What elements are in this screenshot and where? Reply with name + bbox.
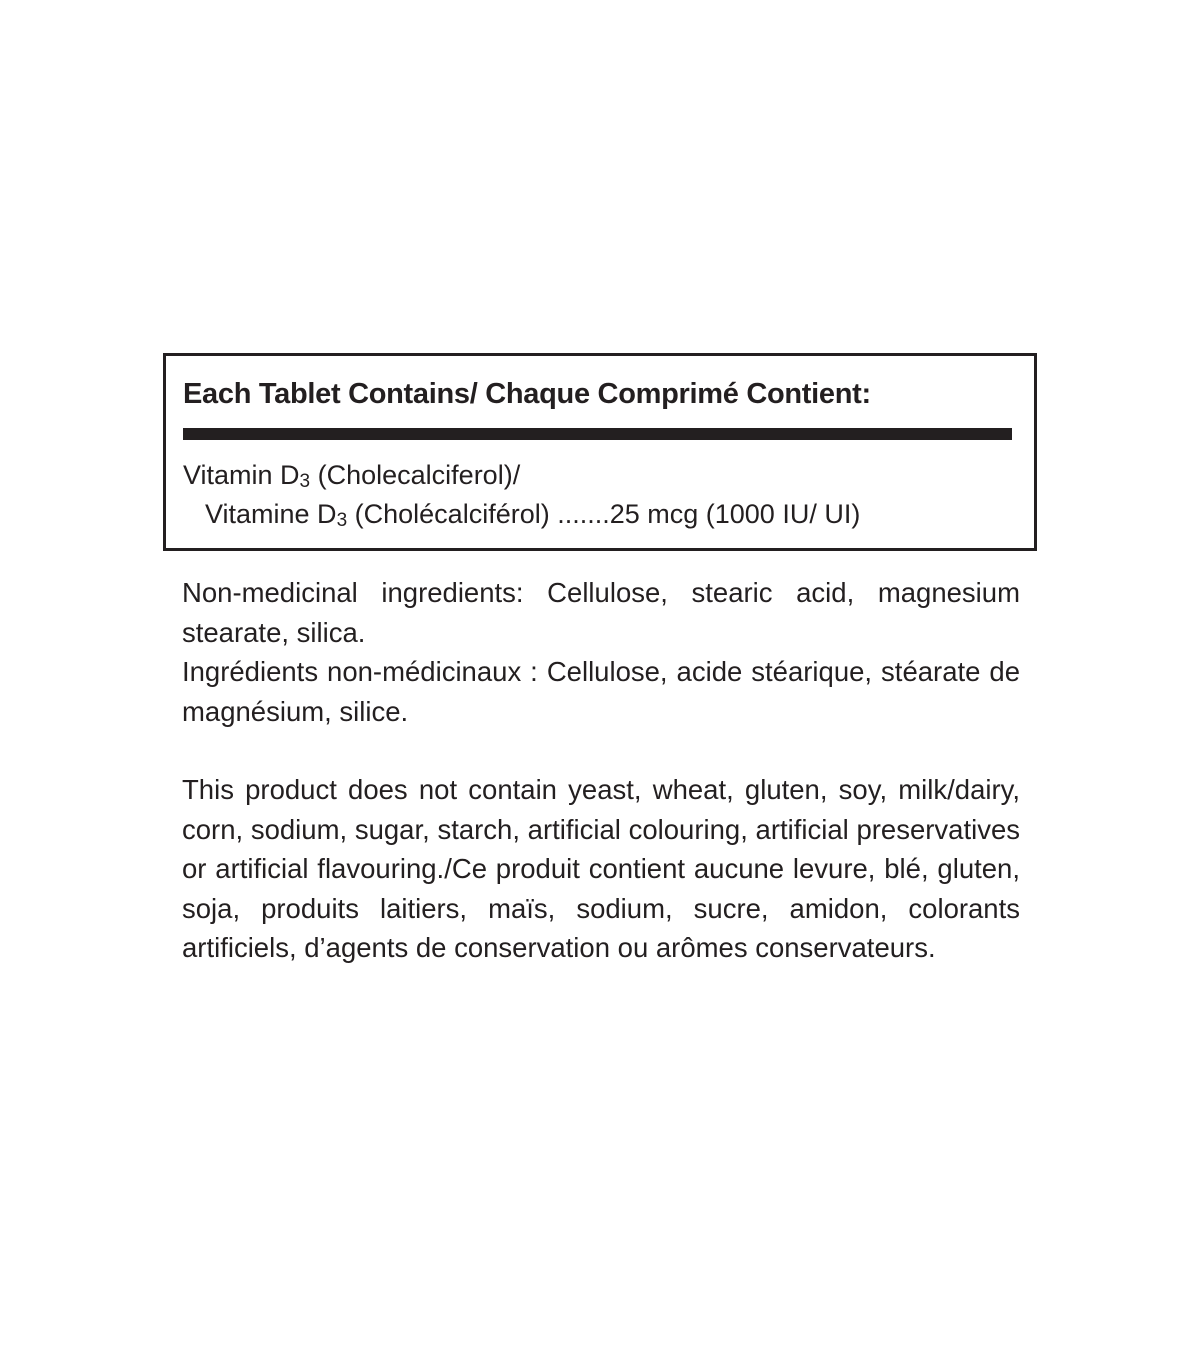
ingredient-name-suffix: (Cholecalciferol)/ <box>310 460 521 490</box>
ingredient-subscript: 3 <box>299 471 311 492</box>
non-medicinal-english: Non-medicinal ingredients: Cellulose, stearic acid, magnesium stearate, silica. <box>182 577 1020 648</box>
medicinal-ingredient-french-with-dose <box>205 499 860 530</box>
medicinal-ingredient-english <box>183 460 520 491</box>
non-medicinal-french: Ingrédients non-médicinaux : Cellulose, acide stéarique, stéarate de magnésium, silice. <box>182 656 1020 727</box>
ingredient-subscript: 3 <box>336 510 348 531</box>
heavy-divider-rule <box>183 428 1012 440</box>
non-medicinal-ingredients <box>182 573 1020 731</box>
supplement-facts-panel <box>163 353 1037 551</box>
ingredient-name-prefix: Vitamin D <box>183 460 300 490</box>
allergen-text: This product does not contain yeast, wheat, gluten, soy, milk/dairy, corn, sodium, sugar, starch, artificial colouring, artificial preservatives or artificial flavouring./Ce produit contient aucune levure, blé, gluten, soja, produits laitiers, maïs, sodium, sucre, amidon, colorants artificiels, d’agents de conservation ou arômes conservateurs. <box>182 774 1020 963</box>
ingredient-dose: (Cholécalciférol) .......25 mcg (1000 IU/ UI) <box>347 499 861 529</box>
ingredient-name-prefix: Vitamine D <box>205 499 337 529</box>
allergen-statement <box>182 770 1020 968</box>
panel-title: Each Tablet Contains/ Chaque Comprimé Contient: <box>183 378 871 410</box>
